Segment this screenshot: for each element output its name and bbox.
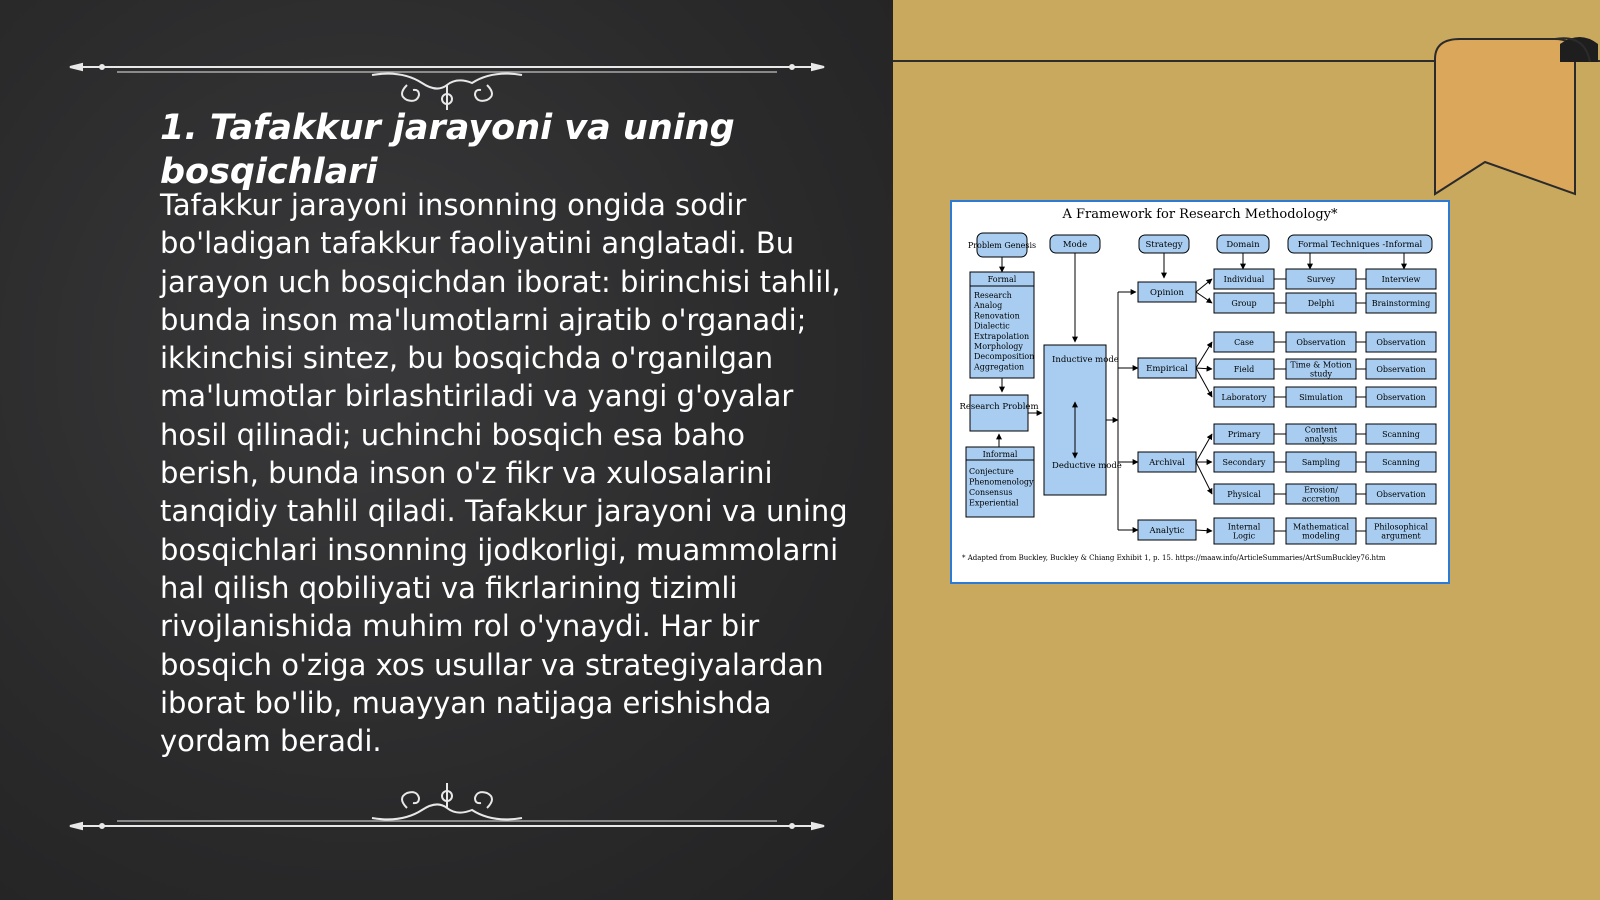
research-problem-label: Research Problem xyxy=(959,402,1039,412)
strategy-label: Archival xyxy=(1149,458,1185,468)
connector-line xyxy=(1196,368,1212,369)
formal-item: Aggregation xyxy=(974,362,1025,372)
formal-item: Research xyxy=(974,291,1012,300)
domain-label: Laboratory xyxy=(1221,393,1267,402)
formal-technique-label: Time & Motion study xyxy=(1290,360,1352,379)
header-techniques-label: Formal Techniques -Informal xyxy=(1297,240,1423,250)
slide-body-text: Tafakkur jarayoni insonning ongida sodir bo'ladigan tafakkur faoliyatini anglatadi. Bu jarayon uch bosqichdan iborat: birinchisi tahlil, bunda inson ma'lumotlarni ajratib o'rganadi; ikkinchisi sintez, bu bosqichda o'rganilgan ma'lumotlar birlashtiriladi va yangi g'oyalar hosil qilinadi; uchinchi bosqich esa baho berish, bunda inson o'z fikr va xulosalarini tanqidiy tahlil qiladi. Tafakkur jarayoni va uning bosqichlari insonning ijodkorligi, muammolarni hal qilish qobiliyati va fikrlarining tizimli rivojlanishida muhim rol o'ynaydi. Har bir bosqich o'ziga xos usullar va strategiyalardan iborat bo'lib, muayyan natijaga erishishda yordam beradi. xyxy=(160,188,848,759)
formal-label: Formal xyxy=(987,275,1017,284)
research-methodology-figure xyxy=(950,200,1450,584)
informal-technique-label: Observation xyxy=(1376,338,1426,347)
slide-title: 1. Tafakkur jarayoni va uning bosqichlari xyxy=(160,108,735,192)
domain-label: Physical xyxy=(1227,490,1261,499)
formal-technique-label: Content analysis xyxy=(1304,425,1338,444)
connector-line xyxy=(1196,292,1212,303)
formal-technique-label: Sampling xyxy=(1301,458,1341,467)
domain-label: Individual xyxy=(1223,275,1265,284)
connector-line xyxy=(1196,342,1212,368)
domain-label: Internal Logic xyxy=(1227,522,1261,541)
informal-item: Phenomenology xyxy=(969,477,1034,487)
informal-technique-label: Scanning xyxy=(1382,430,1420,439)
informal-label: Informal xyxy=(982,450,1018,459)
header-strategy-label: Strategy xyxy=(1145,240,1183,250)
informal-technique-label: Interview xyxy=(1381,275,1421,284)
formal-technique-label: Mathematical modeling xyxy=(1293,522,1349,541)
strategy-label: Empirical xyxy=(1146,364,1188,374)
strategy-label: Opinion xyxy=(1150,288,1184,298)
connector-line xyxy=(1196,279,1212,292)
deductive-mode-label: Deductive mode xyxy=(1052,461,1122,471)
domain-label: Group xyxy=(1231,299,1257,308)
header-problem-label: Problem Genesis xyxy=(967,241,1037,250)
formal-item: Decomposition xyxy=(974,352,1035,362)
connector-line xyxy=(1196,434,1212,462)
connector-line xyxy=(1196,462,1212,494)
formal-item: Morphology xyxy=(974,342,1023,351)
header-domain-label: Domain xyxy=(1226,240,1260,250)
informal-item: Experiential xyxy=(969,498,1019,508)
formal-technique-label: Simulation xyxy=(1299,393,1343,402)
connector-line xyxy=(1196,530,1212,531)
formal-technique-label: Observation xyxy=(1296,338,1346,347)
formal-item: Extrapolation xyxy=(974,331,1030,341)
ornament-bottom-icon xyxy=(62,780,832,840)
informal-technique-label: Observation xyxy=(1376,365,1426,374)
informal-item: Consensus xyxy=(969,488,1013,497)
bookmark-icon xyxy=(1430,34,1600,204)
strategy-label: Analytic xyxy=(1149,526,1185,536)
informal-item: Conjecture xyxy=(969,467,1014,476)
informal-technique-label: Observation xyxy=(1376,393,1426,402)
connector-line xyxy=(1196,368,1212,397)
formal-technique-label: Delphi xyxy=(1307,299,1335,308)
informal-technique-label: Scanning xyxy=(1382,458,1420,467)
formal-item: Renovation xyxy=(974,311,1020,321)
header-mode-label: Mode xyxy=(1062,240,1088,250)
informal-technique-label: Philosophical argument xyxy=(1373,522,1429,541)
domain-label: Primary xyxy=(1227,430,1261,439)
figure-title: A Framework for Research Methodology* xyxy=(1062,207,1338,222)
research-problem-box xyxy=(970,395,1028,431)
formal-technique-label: Erosion/ accretion xyxy=(1301,485,1341,504)
inductive-mode-label: Inductive mode xyxy=(1052,355,1119,365)
informal-technique-label: Observation xyxy=(1376,490,1426,499)
formal-item: Dialectic xyxy=(974,321,1010,331)
informal-technique-label: Brainstorming xyxy=(1371,299,1431,308)
domain-label: Field xyxy=(1233,365,1255,374)
formal-technique-label: Survey xyxy=(1306,275,1336,284)
figure-footnote: * Adapted from Buckley, Buckley & Chiang Exhibit 1, p. 15. https://maaw.info/ArticleSummaries/ArtSumBuckley76.htm xyxy=(962,554,1386,562)
formal-item: Analog xyxy=(974,301,1003,311)
domain-label: Secondary xyxy=(1222,458,1266,467)
domain-label: Case xyxy=(1234,338,1254,347)
